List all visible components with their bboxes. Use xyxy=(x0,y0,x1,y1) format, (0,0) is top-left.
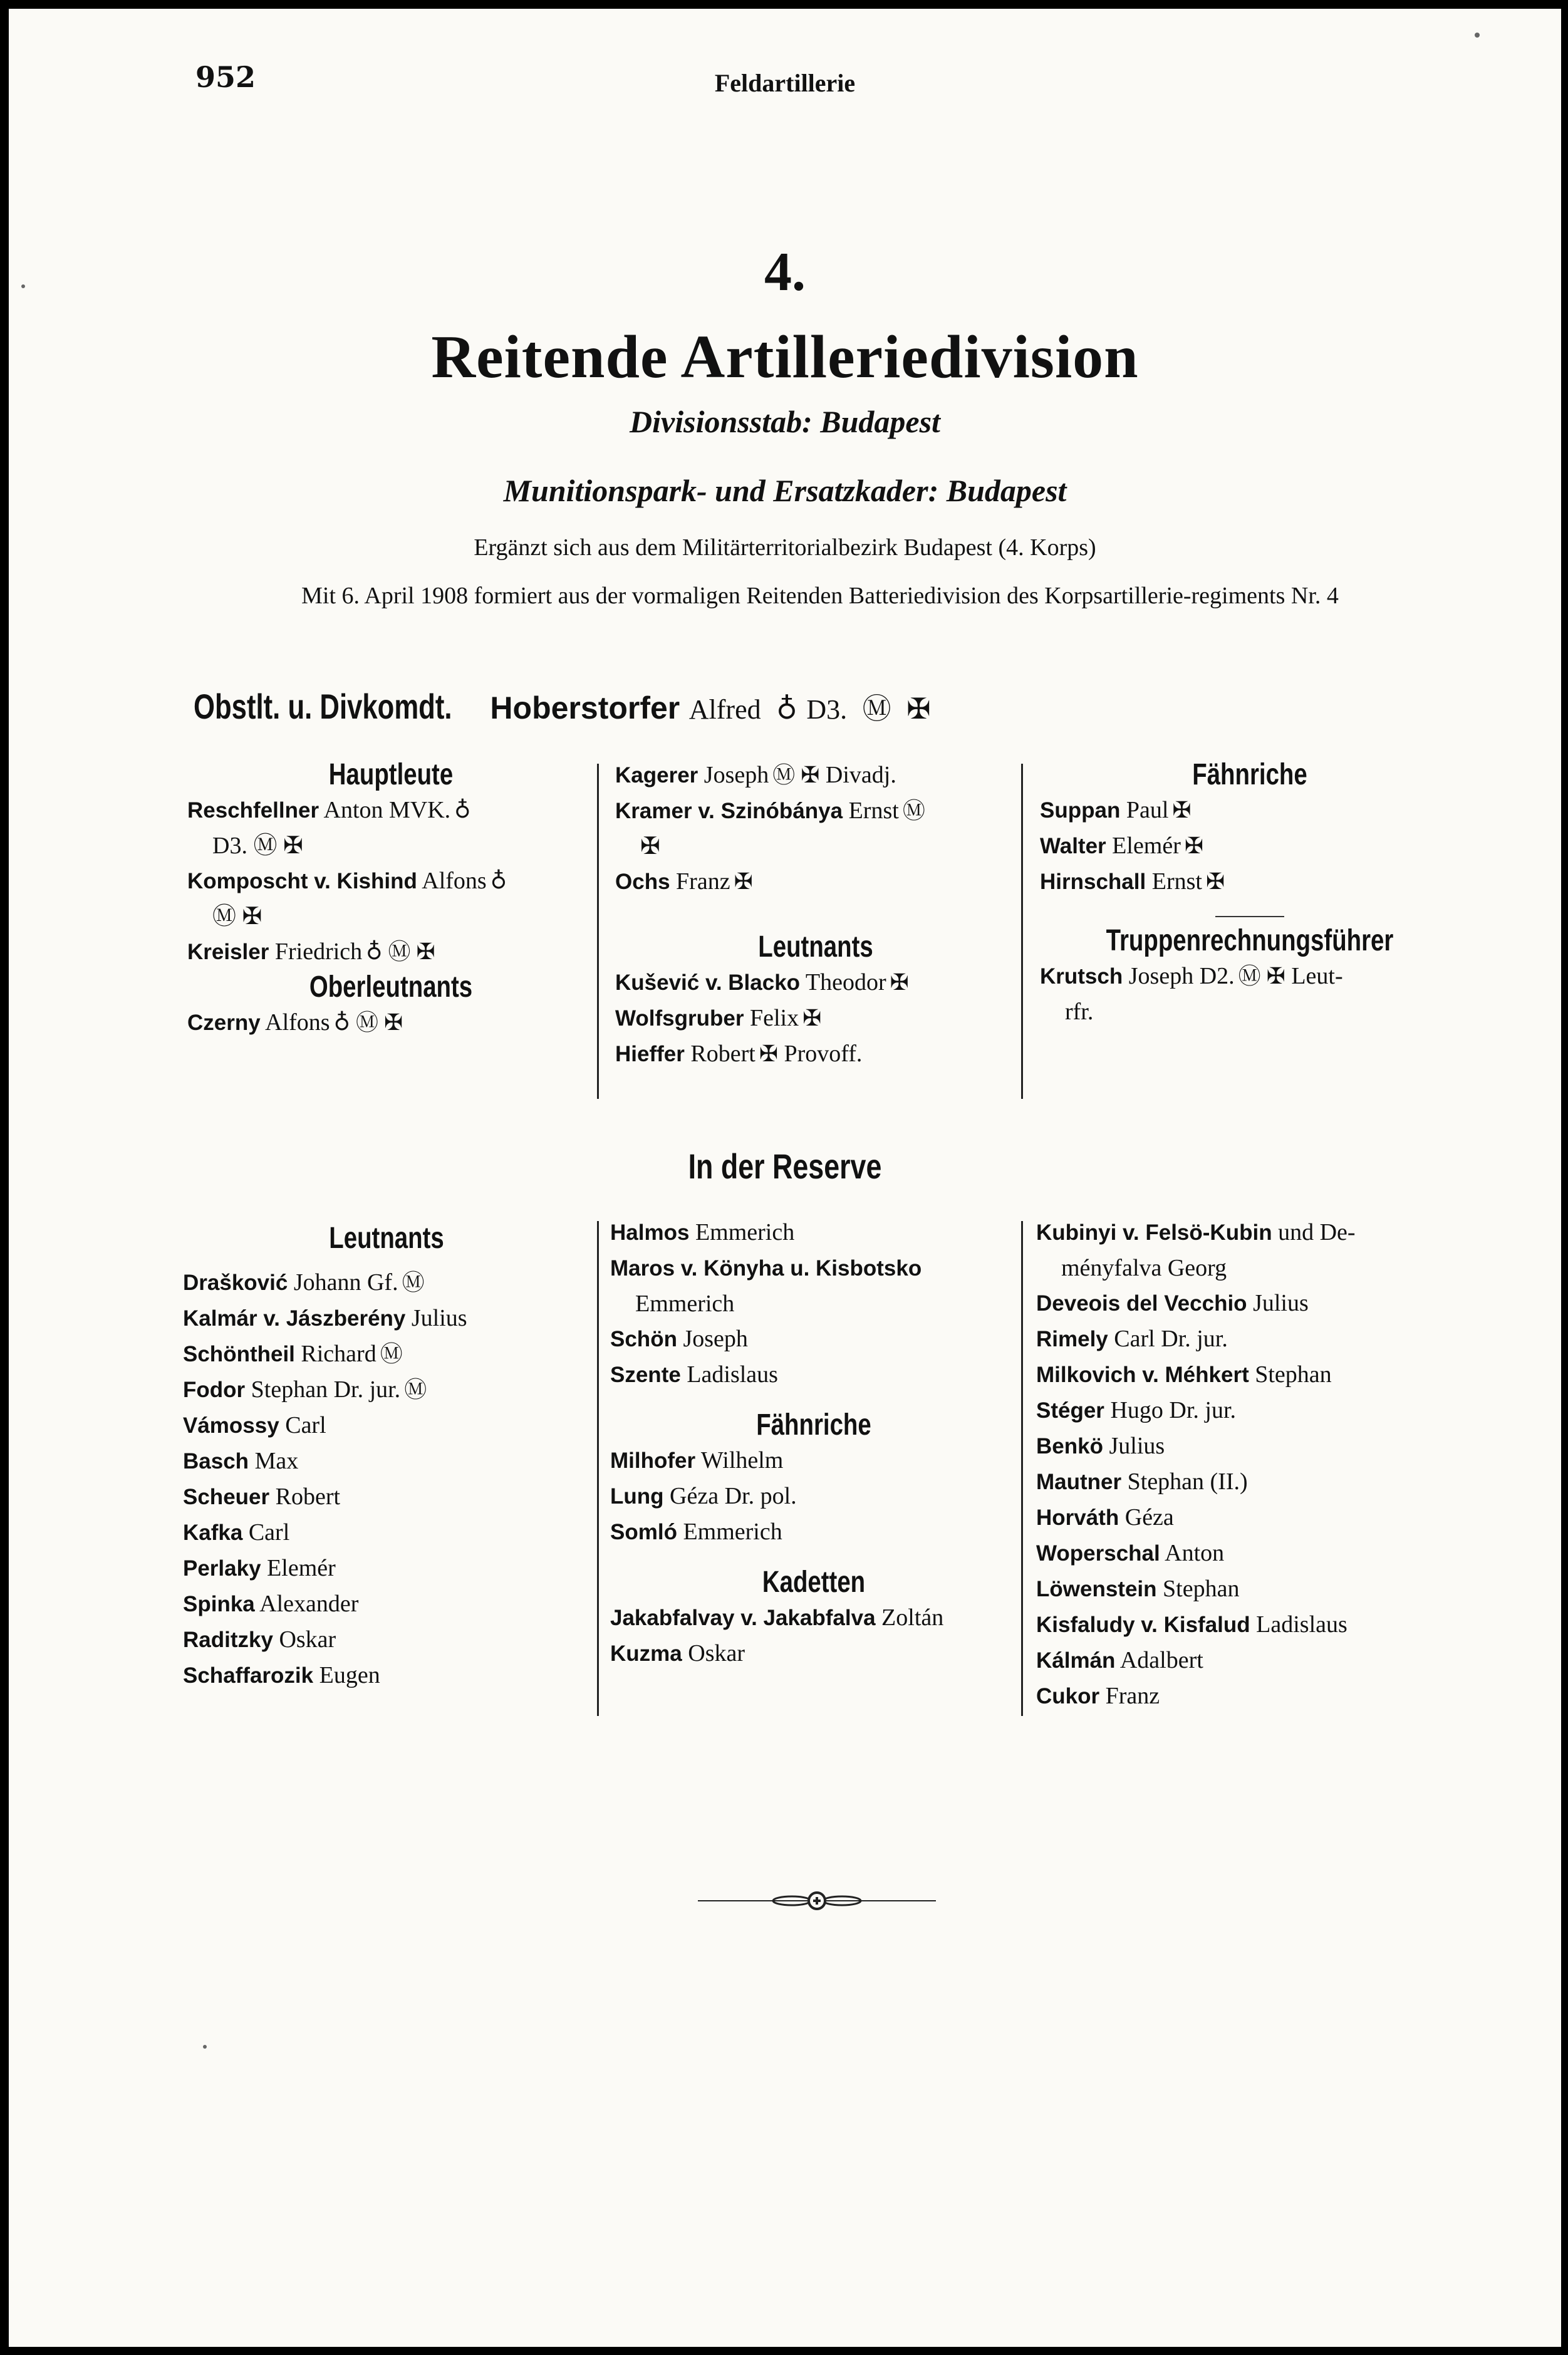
formation-note: Mit 6. April 1908 formiert aus der vormaligen Reitenden Batteriedivision des Korpsartillerie-regiments Nr. 4 xyxy=(301,583,1339,609)
surname: Wolfsgruber xyxy=(615,1006,744,1031)
surname: Kreisler xyxy=(187,940,269,964)
commander-given-name: Alfred xyxy=(688,694,761,725)
surname: Kafka xyxy=(183,1521,243,1545)
column-divider xyxy=(1021,1221,1023,1716)
entry-extra: Divadj. xyxy=(819,762,896,788)
surname: Spinka xyxy=(183,1592,255,1616)
section-heading: Leutnants xyxy=(329,1222,444,1255)
page-number: 952 xyxy=(195,60,256,94)
hauptmann-entry: Kreisler Friedrich ♁ Ⓜ ✠ xyxy=(187,938,435,965)
reserve-leutnant-entry: Woperschal Anton xyxy=(1036,1540,1225,1566)
surname: Reschfellner xyxy=(187,798,319,823)
surname: Kušević v. Blacko xyxy=(615,970,801,995)
surname: Perlaky xyxy=(183,1556,261,1581)
surname: Woperschal xyxy=(1036,1541,1160,1566)
officer-entry: Kramer v. Szinóbánya Ernst Ⓜ xyxy=(615,798,925,824)
surname: Schön xyxy=(610,1327,677,1351)
surname: Deveois del Vecchio xyxy=(1036,1291,1247,1316)
decoration-icons: ♁ xyxy=(490,868,507,893)
hauptmann-entry-continuation: D3. Ⓜ ✠ xyxy=(212,833,303,859)
surname: Maros v. Könyha u. Kisbotsko xyxy=(610,1256,922,1281)
reserve-leutnant-entry: Stéger Hugo Dr. jur. xyxy=(1036,1397,1236,1423)
surname: Kálmán xyxy=(1036,1648,1116,1673)
column-divider xyxy=(597,1221,599,1716)
surname: Walter xyxy=(1040,834,1106,858)
surname: Rimely xyxy=(1036,1327,1108,1351)
decoration-icons: ♁ xyxy=(454,798,471,823)
entry-extra: Leut- xyxy=(1285,963,1343,989)
page-title: Reitende Artilleriedivision xyxy=(431,323,1139,391)
speck xyxy=(203,2045,207,2049)
reserve-leutnant-entry xyxy=(610,1250,1017,1286)
decoration-icons: ✠ xyxy=(759,1041,778,1066)
commander-rank: Obstlt. u. Divkomdt. xyxy=(194,687,452,726)
decoration-icons: ✠ xyxy=(1205,869,1225,894)
reserve-leutnant-entry: Benkö Julius xyxy=(1036,1433,1165,1459)
reserve-leutnant-entry: Schöntheil Richard Ⓜ xyxy=(183,1341,403,1367)
decoration-icons: Ⓜ xyxy=(380,1341,403,1366)
surname: Krutsch xyxy=(1040,964,1123,989)
column-divider xyxy=(597,764,599,1099)
reserve-leutnant-entry: Schön Joseph xyxy=(610,1326,748,1352)
section-heading: Hauptleute xyxy=(328,758,454,791)
decoration-icons: Ⓜ ✠ xyxy=(772,762,820,788)
reserve-leutnant-entry: Kisfaludy v. Kisfalud Ladislaus xyxy=(1036,1611,1347,1638)
reserve-leutnant-entry-continuation: Emmerich xyxy=(635,1291,735,1317)
reserve-leutnant-entry: Fodor Stephan Dr. jur. Ⓜ xyxy=(183,1376,427,1403)
decoration-icons: Ⓜ xyxy=(402,1270,425,1295)
decoration-icons: Ⓜ xyxy=(404,1377,427,1402)
reserve-leutnant-entry: Perlaky Elemér xyxy=(183,1555,336,1581)
ornament-divider-icon xyxy=(698,1888,936,1913)
reserve-leutnant-entry: Vámossy Carl xyxy=(183,1412,326,1438)
decoration-icons: ✠ xyxy=(734,869,753,894)
section-heading: Leutnants xyxy=(758,930,873,964)
surname: Somló xyxy=(610,1520,677,1544)
reserve-leutnant-entry: Drašković Johann Gf. Ⓜ xyxy=(183,1269,425,1296)
active-column-1 xyxy=(187,757,594,1041)
reserve-leutnant-entry: Mautner Stephan (II.) xyxy=(1036,1469,1248,1495)
section-heading: Truppenrechnungsführer xyxy=(1106,924,1394,957)
reserve-column-1 xyxy=(183,1221,590,1693)
surname: Szente xyxy=(610,1363,681,1387)
decoration-icons: Ⓜ xyxy=(902,798,925,823)
faehnrich-entry: Hirnschall Ernst ✠ xyxy=(1040,868,1225,895)
section-heading: Oberleutnants xyxy=(309,970,473,1004)
surname: Halmos xyxy=(610,1220,690,1245)
surname: Stéger xyxy=(1036,1398,1104,1423)
leutnant-entry: Hieffer Robert ✠ Provoff. xyxy=(615,1041,863,1067)
reserve-heading: In der Reserve xyxy=(688,1146,882,1186)
entry-extra: Provoff. xyxy=(777,1041,863,1067)
staff-location: Divisionsstab: Budapest xyxy=(630,404,940,439)
surname: Löwenstein xyxy=(1036,1577,1157,1601)
section-number: 4. xyxy=(764,242,806,303)
column-divider xyxy=(1021,764,1023,1099)
rechnungsfuehrer-entry-continuation: rfr. xyxy=(1065,999,1094,1025)
surname: Kisfaludy v. Kisfalud xyxy=(1036,1613,1250,1637)
reserve-leutnant-entry: Kalmár v. Jászberény Julius xyxy=(183,1305,467,1331)
surname: Kramer v. Szinóbánya xyxy=(615,799,843,823)
surname: Drašković xyxy=(183,1271,288,1295)
reserve-column-3 xyxy=(1036,1215,1468,1714)
surname: Vámossy xyxy=(183,1413,279,1438)
reserve-faehnrich-entry: Lung Géza Dr. pol. xyxy=(610,1483,797,1509)
decoration-icons: ✠ xyxy=(890,970,909,995)
officer-entry-continuation: ✠ xyxy=(640,833,660,860)
reserve-faehnrich-entry: Milhofer Wilhelm xyxy=(610,1447,784,1474)
hauptmann-entry-continuation: Ⓜ ✠ xyxy=(212,903,262,930)
surname: Horváth xyxy=(1036,1505,1119,1530)
surname: Schöntheil xyxy=(183,1342,295,1366)
surname: Raditzky xyxy=(183,1628,273,1652)
reserve-kadett-entry: Jakabfalvay v. Jakabfalva Zoltán xyxy=(610,1604,944,1631)
surname: Hirnschall xyxy=(1040,870,1146,894)
running-header: Feldartillerie xyxy=(714,69,856,97)
short-rule xyxy=(1215,916,1284,917)
surname: Ochs xyxy=(615,870,670,894)
surname: Mautner xyxy=(1036,1470,1122,1494)
munitions-location: Munitionspark- und Ersatzkader: Budapest xyxy=(503,473,1067,508)
faehnrich-entry: Walter Elemér ✠ xyxy=(1040,833,1204,859)
reserve-leutnant-entry: Löwenstein Stephan xyxy=(1036,1576,1240,1602)
reserve-leutnant-entry: Kafka Carl xyxy=(183,1519,290,1546)
surname: Kubinyi v. Felsö-Kubin xyxy=(1036,1220,1272,1245)
reserve-leutnant-entry: Deveois del Vecchio Julius xyxy=(1036,1290,1309,1316)
speck xyxy=(1475,33,1480,38)
officer-entry: Kagerer Joseph Ⓜ ✠ Divadj. xyxy=(615,762,896,788)
hauptmann-entry: Komposcht v. Kishind Alfons ♁ xyxy=(187,868,507,894)
commander-decoration: D3. xyxy=(806,694,848,725)
reserve-leutnant-entry: Milkovich v. Méhkert Stephan xyxy=(1036,1361,1332,1388)
surname: Cukor xyxy=(1036,1684,1100,1708)
leutnant-entry: Kušević v. Blacko Theodor ✠ xyxy=(615,969,909,996)
decoration-icons: ✠ xyxy=(802,1006,822,1031)
surname: Lung xyxy=(610,1484,664,1509)
section-heading: Kadetten xyxy=(762,1566,866,1599)
hauptmann-entry: Reschfellner Anton MVK. ♁ xyxy=(187,797,471,823)
reserve-leutnant-entry: Horváth Géza xyxy=(1036,1504,1174,1531)
faehnrich-entry: Suppan Paul ✠ xyxy=(1040,797,1192,823)
reserve-leutnant-entry: Raditzky Oskar xyxy=(183,1626,336,1653)
active-column-2 xyxy=(615,757,1016,1072)
reserve-leutnant-entry: Schaffarozik Eugen xyxy=(183,1662,380,1688)
reserve-leutnant-entry: Kubinyi v. Felsö-Kubin und De- xyxy=(1036,1219,1356,1245)
officer-entry: Ochs Franz ✠ xyxy=(615,868,753,895)
active-column-3 xyxy=(1040,757,1460,1029)
surname: Scheuer xyxy=(183,1485,270,1509)
reserve-leutnant-entry: Scheuer Robert xyxy=(183,1484,341,1510)
commander-surname: Hoberstorfer xyxy=(490,690,680,725)
surname: Komposcht v. Kishind xyxy=(187,869,417,893)
document-page xyxy=(9,9,1561,2347)
surname: Kalmár v. Jászberény xyxy=(183,1306,406,1331)
decoration-icons: ✠ xyxy=(1172,798,1192,823)
reserve-leutnant-entry-continuation: ményfalva Georg xyxy=(1061,1255,1227,1281)
reserve-leutnant-entry: Rimely Carl Dr. jur. xyxy=(1036,1326,1228,1352)
reserve-leutnant-entry: Kálmán Adalbert xyxy=(1036,1647,1203,1673)
recruitment-note: Ergänzt sich aus dem Militärterritorialbezirk Budapest (4. Korps) xyxy=(474,534,1096,561)
reserve-leutnant-entry: Spinka Alexander xyxy=(183,1591,359,1617)
surname: Suppan xyxy=(1040,798,1121,823)
surname: Kagerer xyxy=(615,763,698,788)
reserve-kadett-entry: Kuzma Oskar xyxy=(610,1640,745,1666)
decoration-icons: ♁ Ⓜ ✠ xyxy=(366,939,435,964)
surname: Schaffarozik xyxy=(183,1663,314,1688)
decoration-icons: ✠ xyxy=(1184,833,1204,858)
rechnungsfuehrer-entry: Krutsch Joseph D2. Ⓜ ✠ Leut- xyxy=(1040,963,1343,989)
reserve-leutnant-entry: Halmos Emmerich xyxy=(610,1219,795,1245)
surname: Fodor xyxy=(183,1378,246,1402)
section-heading: Fähnriche xyxy=(1192,758,1307,791)
reserve-leutnant-entry: Cukor Franz xyxy=(1036,1683,1160,1709)
commander-line xyxy=(194,685,931,727)
military-merit-medal-icon: Ⓜ xyxy=(862,693,891,725)
cross-of-merit-icon: ♁ xyxy=(776,693,797,725)
surname: Jakabfalvay v. Jakabfalva xyxy=(610,1606,876,1630)
section-heading: Fähnriche xyxy=(756,1408,871,1442)
reserve-leutnant-entry: Szente Ladislaus xyxy=(610,1361,778,1388)
reserve-leutnant-entry: Basch Max xyxy=(183,1448,299,1474)
decoration-icons: Ⓜ ✠ xyxy=(1238,964,1285,989)
reserve-column-2 xyxy=(610,1215,1017,1671)
cross-pattee-icon: ✠ xyxy=(906,693,931,725)
surname: Milkovich v. Méhkert xyxy=(1036,1363,1249,1387)
surname: Basch xyxy=(183,1449,249,1474)
speck xyxy=(21,284,25,288)
decoration-icons: ♁ Ⓜ ✠ xyxy=(333,1010,403,1035)
surname: Milhofer xyxy=(610,1448,696,1473)
surname: Kuzma xyxy=(610,1641,682,1666)
reserve-faehnrich-entry: Somló Emmerich xyxy=(610,1519,782,1545)
surname: Hieffer xyxy=(615,1042,685,1066)
surname: Benkö xyxy=(1036,1434,1103,1458)
oberleutnant-entry: Czerny Alfons ♁ Ⓜ ✠ xyxy=(187,1009,403,1036)
surname: Czerny xyxy=(187,1011,261,1035)
leutnant-entry: Wolfsgruber Felix ✠ xyxy=(615,1005,822,1031)
spacer xyxy=(183,1256,590,1265)
